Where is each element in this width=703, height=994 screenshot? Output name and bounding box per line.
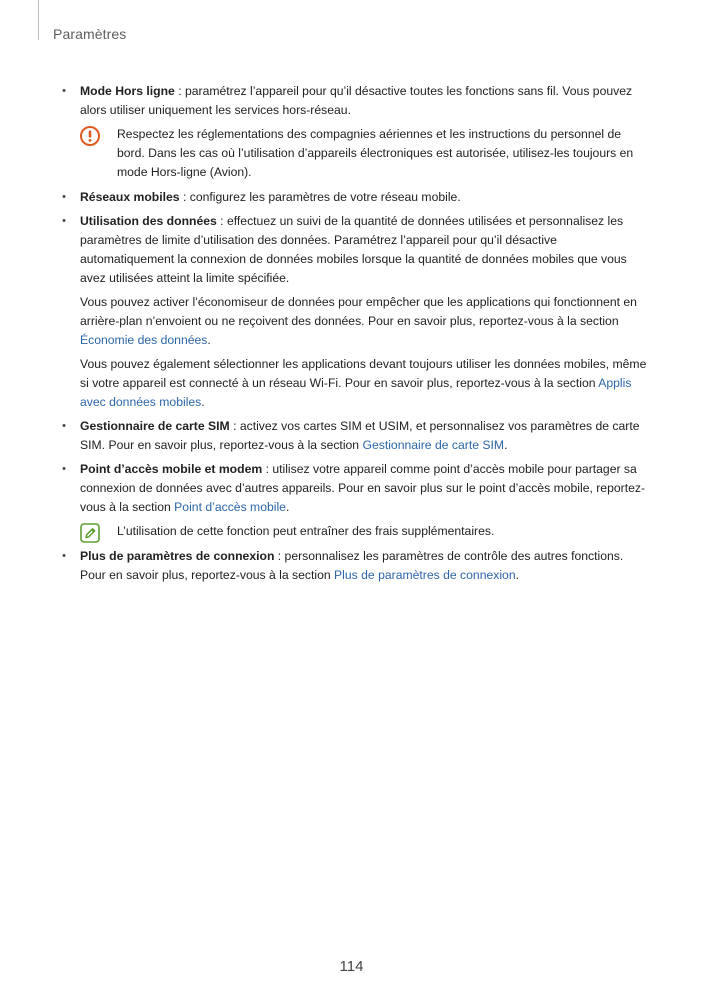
bullet-dot: • [62, 215, 66, 227]
item-text-end: . [285, 500, 290, 514]
link-economie-donnees[interactable]: Économie des données [80, 333, 208, 347]
bullet-dot: • [62, 85, 66, 97]
item-paragraph [80, 188, 650, 207]
item-text-end: . [504, 438, 508, 452]
item-text: : utilisez votre appareil comme point d’accès mobile pour partager sa connexion de données avec d’autres appareils. Pour en savoir plus sur le point d’accès mobile, reportez-vous à la section [80, 462, 646, 514]
list-item-gestionnaire-sim [58, 417, 650, 455]
link-point-acces-mobile[interactable]: Point d’accès mobile [174, 500, 286, 514]
item-text-end: . [207, 333, 211, 347]
link-gestionnaire-sim[interactable]: Gestionnaire de carte SIM [362, 438, 505, 452]
item-term: Gestionnaire de carte SIM [80, 419, 230, 433]
tip-note [80, 522, 650, 541]
list-item-plus-parametres [58, 547, 650, 585]
page-header-title: Paramètres [53, 26, 127, 42]
main-content [58, 82, 650, 590]
item-term: Mode Hors ligne [80, 84, 175, 98]
item-text-end: . [515, 568, 520, 582]
item-term: Utilisation des données [80, 214, 217, 228]
list-item-point-acces-mobile [58, 460, 650, 541]
warning-note-text: Respectez les réglementations des compagnies aériennes et les instructions du personnel de bord. Dans les cas où l’utilisation d’appareils électroniques est autorisée, utilisez-les toujours en mode Hors-ligne (Avion). [117, 127, 634, 179]
item-term: Réseaux mobiles [80, 190, 180, 204]
item-paragraph [80, 293, 650, 350]
item-text: Vous pouvez activer l’économiseur de données pour empêcher que les applications qui fonctionnent en arrière-plan n’envoient ou ne reçoivent des données. Pour en savoir plus, reportez-vous à la section [80, 295, 637, 328]
item-text: : configurez les paramètres de votre réseau mobile. [179, 190, 461, 204]
page-number: 114 [339, 958, 364, 975]
bullet-dot: • [62, 191, 66, 203]
item-text: : activez vos cartes SIM et USIM, et personnalisez vos paramètres de carte SIM. Pour en savoir plus, reportez-vous à la section [80, 419, 640, 452]
item-text: : paramétrez l’appareil pour qu’il désactive toutes les fonctions sans fil. Vous pouvez alors utiliser uniquement les services hors-réseau. [80, 84, 633, 117]
item-paragraph [80, 82, 650, 120]
list-item-reseaux-mobiles [58, 188, 650, 207]
link-plus-parametres-connexion[interactable]: Plus de paramètres de connexion [334, 568, 516, 582]
item-paragraph [80, 355, 650, 412]
bullet-dot: • [62, 420, 66, 432]
list-item-mode-hors-ligne [58, 82, 650, 182]
item-paragraph [80, 547, 650, 585]
list-item-utilisation-donnees [58, 212, 650, 412]
item-text-end: . [201, 395, 205, 409]
tip-note-text: L’utilisation de cette fonction peut entraîner des frais supplémentaires. [117, 524, 495, 538]
bullet-dot: • [62, 463, 66, 475]
item-text: : personnalisez les paramètres de contrôle des autres fonctions. Pour en savoir plus, reportez-vous à la section [80, 549, 624, 582]
item-paragraph [80, 212, 650, 288]
note-pencil-icon [80, 523, 100, 543]
warning-icon [80, 126, 100, 146]
bullet-dot: • [62, 550, 66, 562]
header-divider [38, 0, 39, 40]
item-text: Vous pouvez également sélectionner les applications devant toujours utiliser les données mobiles, même si votre appareil est connecté à un réseau Wi-Fi. Pour en savoir plus, reportez-vous à la section [80, 357, 647, 390]
item-paragraph [80, 460, 650, 517]
item-term: Plus de paramètres de connexion [80, 549, 275, 563]
link-applis-donnees-mobiles[interactable]: Applis avec données mobiles [80, 376, 632, 409]
item-text: : effectuez un suivi de la quantité de données utilisées et personnalisez les paramètres de limite d’utilisation des données. Paramétrez l’appareil pour qu’il désactive automatiquement la connexion de données mobiles lorsque la quantité de données mobiles que vous avez utilisées atteint la limite spécifiée. [80, 214, 627, 285]
item-paragraph [80, 417, 650, 455]
warning-note [80, 125, 650, 182]
item-term: Point d’accès mobile et modem [80, 462, 263, 476]
